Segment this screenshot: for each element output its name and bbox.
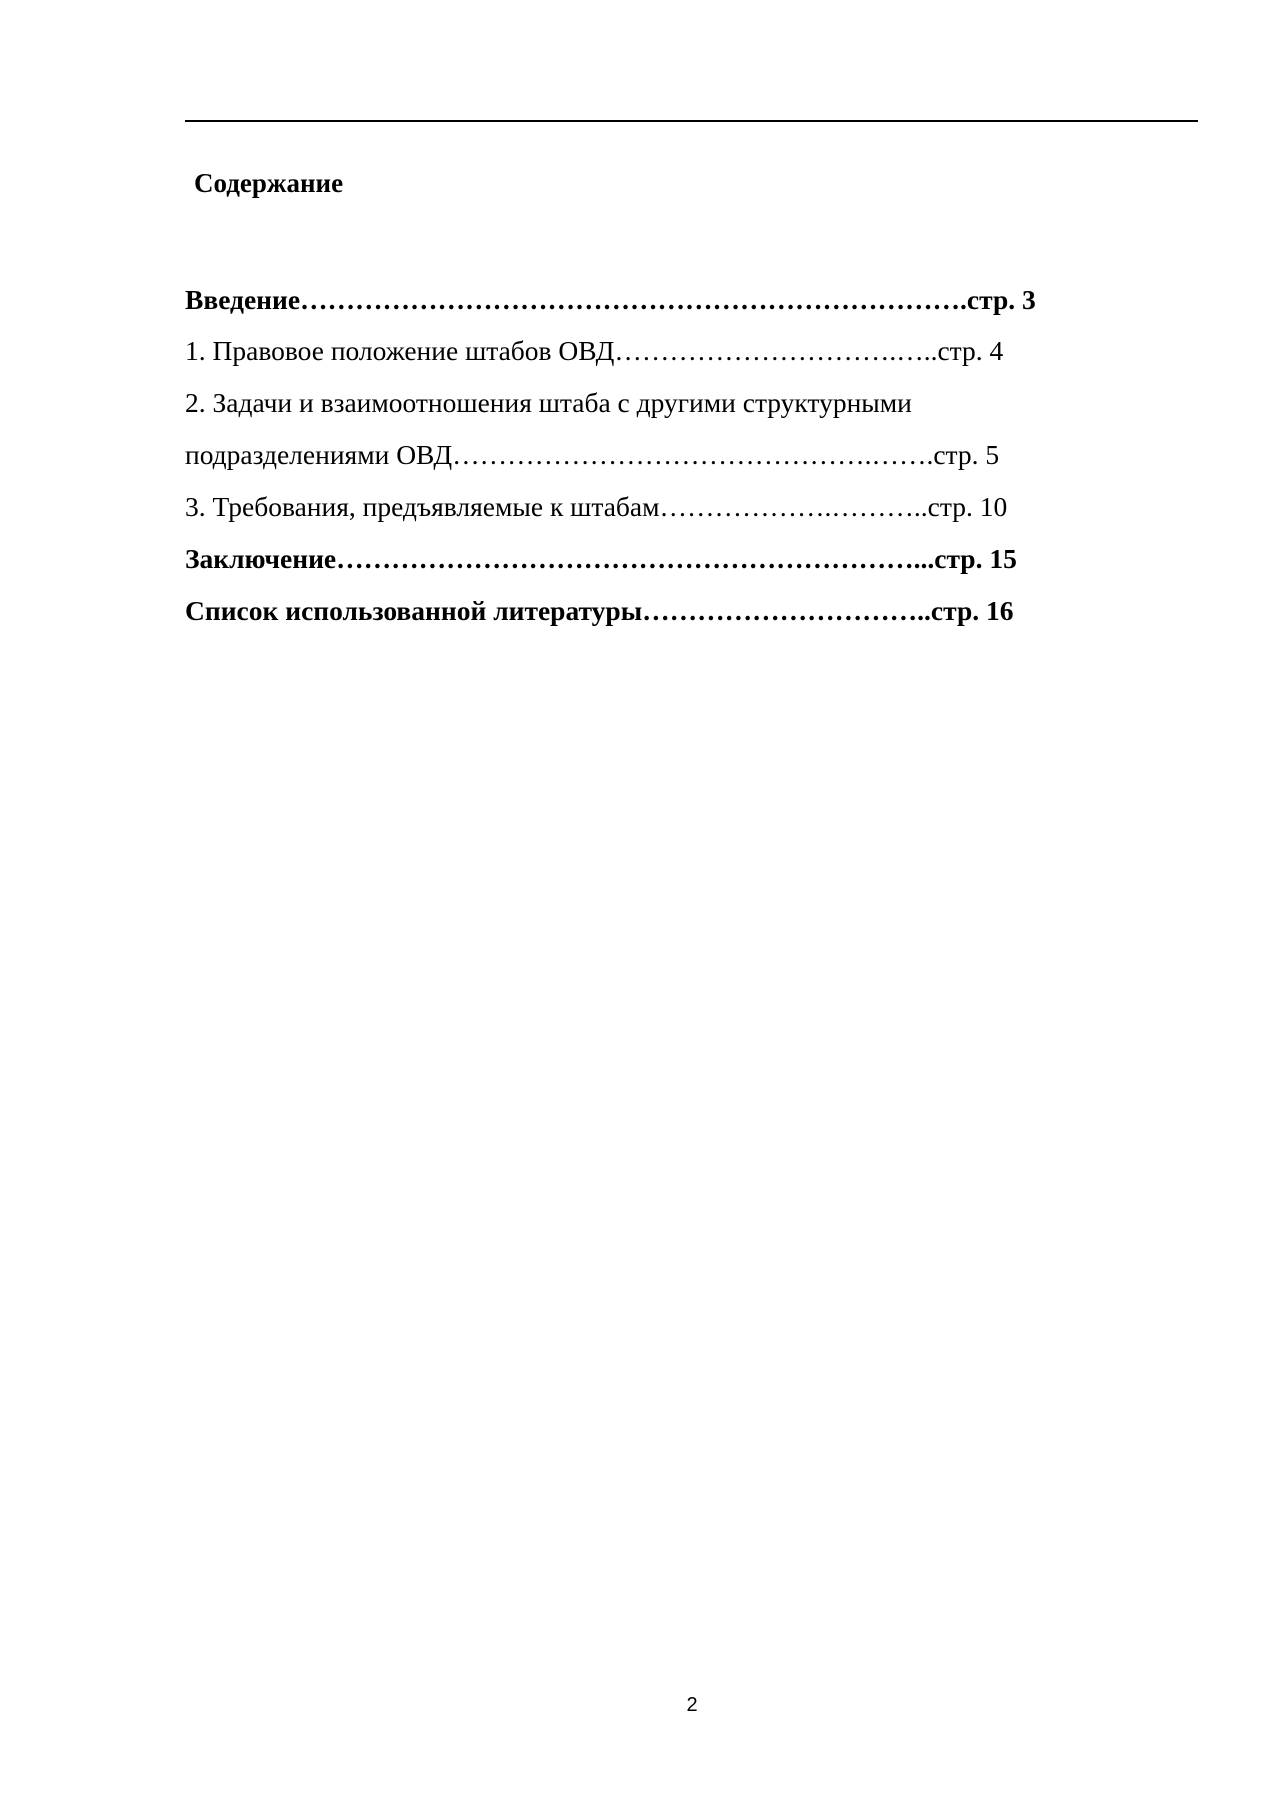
toc-entry-chapter-1: 1. Правовое положение штабов ОВД………………………….…..стр. 4 (185, 335, 1004, 366)
toc-entry-bibliography: Список использованной литературы…………………………..стр. 16 (185, 595, 1014, 626)
toc-entry-chapter-2-line-2: подразделениями ОВД……………………………………….…….стр. 5 (185, 439, 1000, 470)
toc-entry-chapter-3: 3. Требования, предъявляемые к штабам……………….………..стр. 10 (185, 491, 1008, 522)
page-number: 2 (686, 1694, 698, 1716)
header-divider (185, 120, 1198, 122)
toc-heading: Содержание (194, 168, 344, 198)
toc-entry-chapter-2-line-1: 2. Задачи и взаимоотношения штаба с другими структурными (185, 387, 912, 418)
toc-entry-conclusion: Заключение………………………………………………………...стр. 15 (185, 543, 1017, 574)
toc-entry-introduction: Введение……………………………………………………………….стр. 3 (185, 284, 1036, 315)
